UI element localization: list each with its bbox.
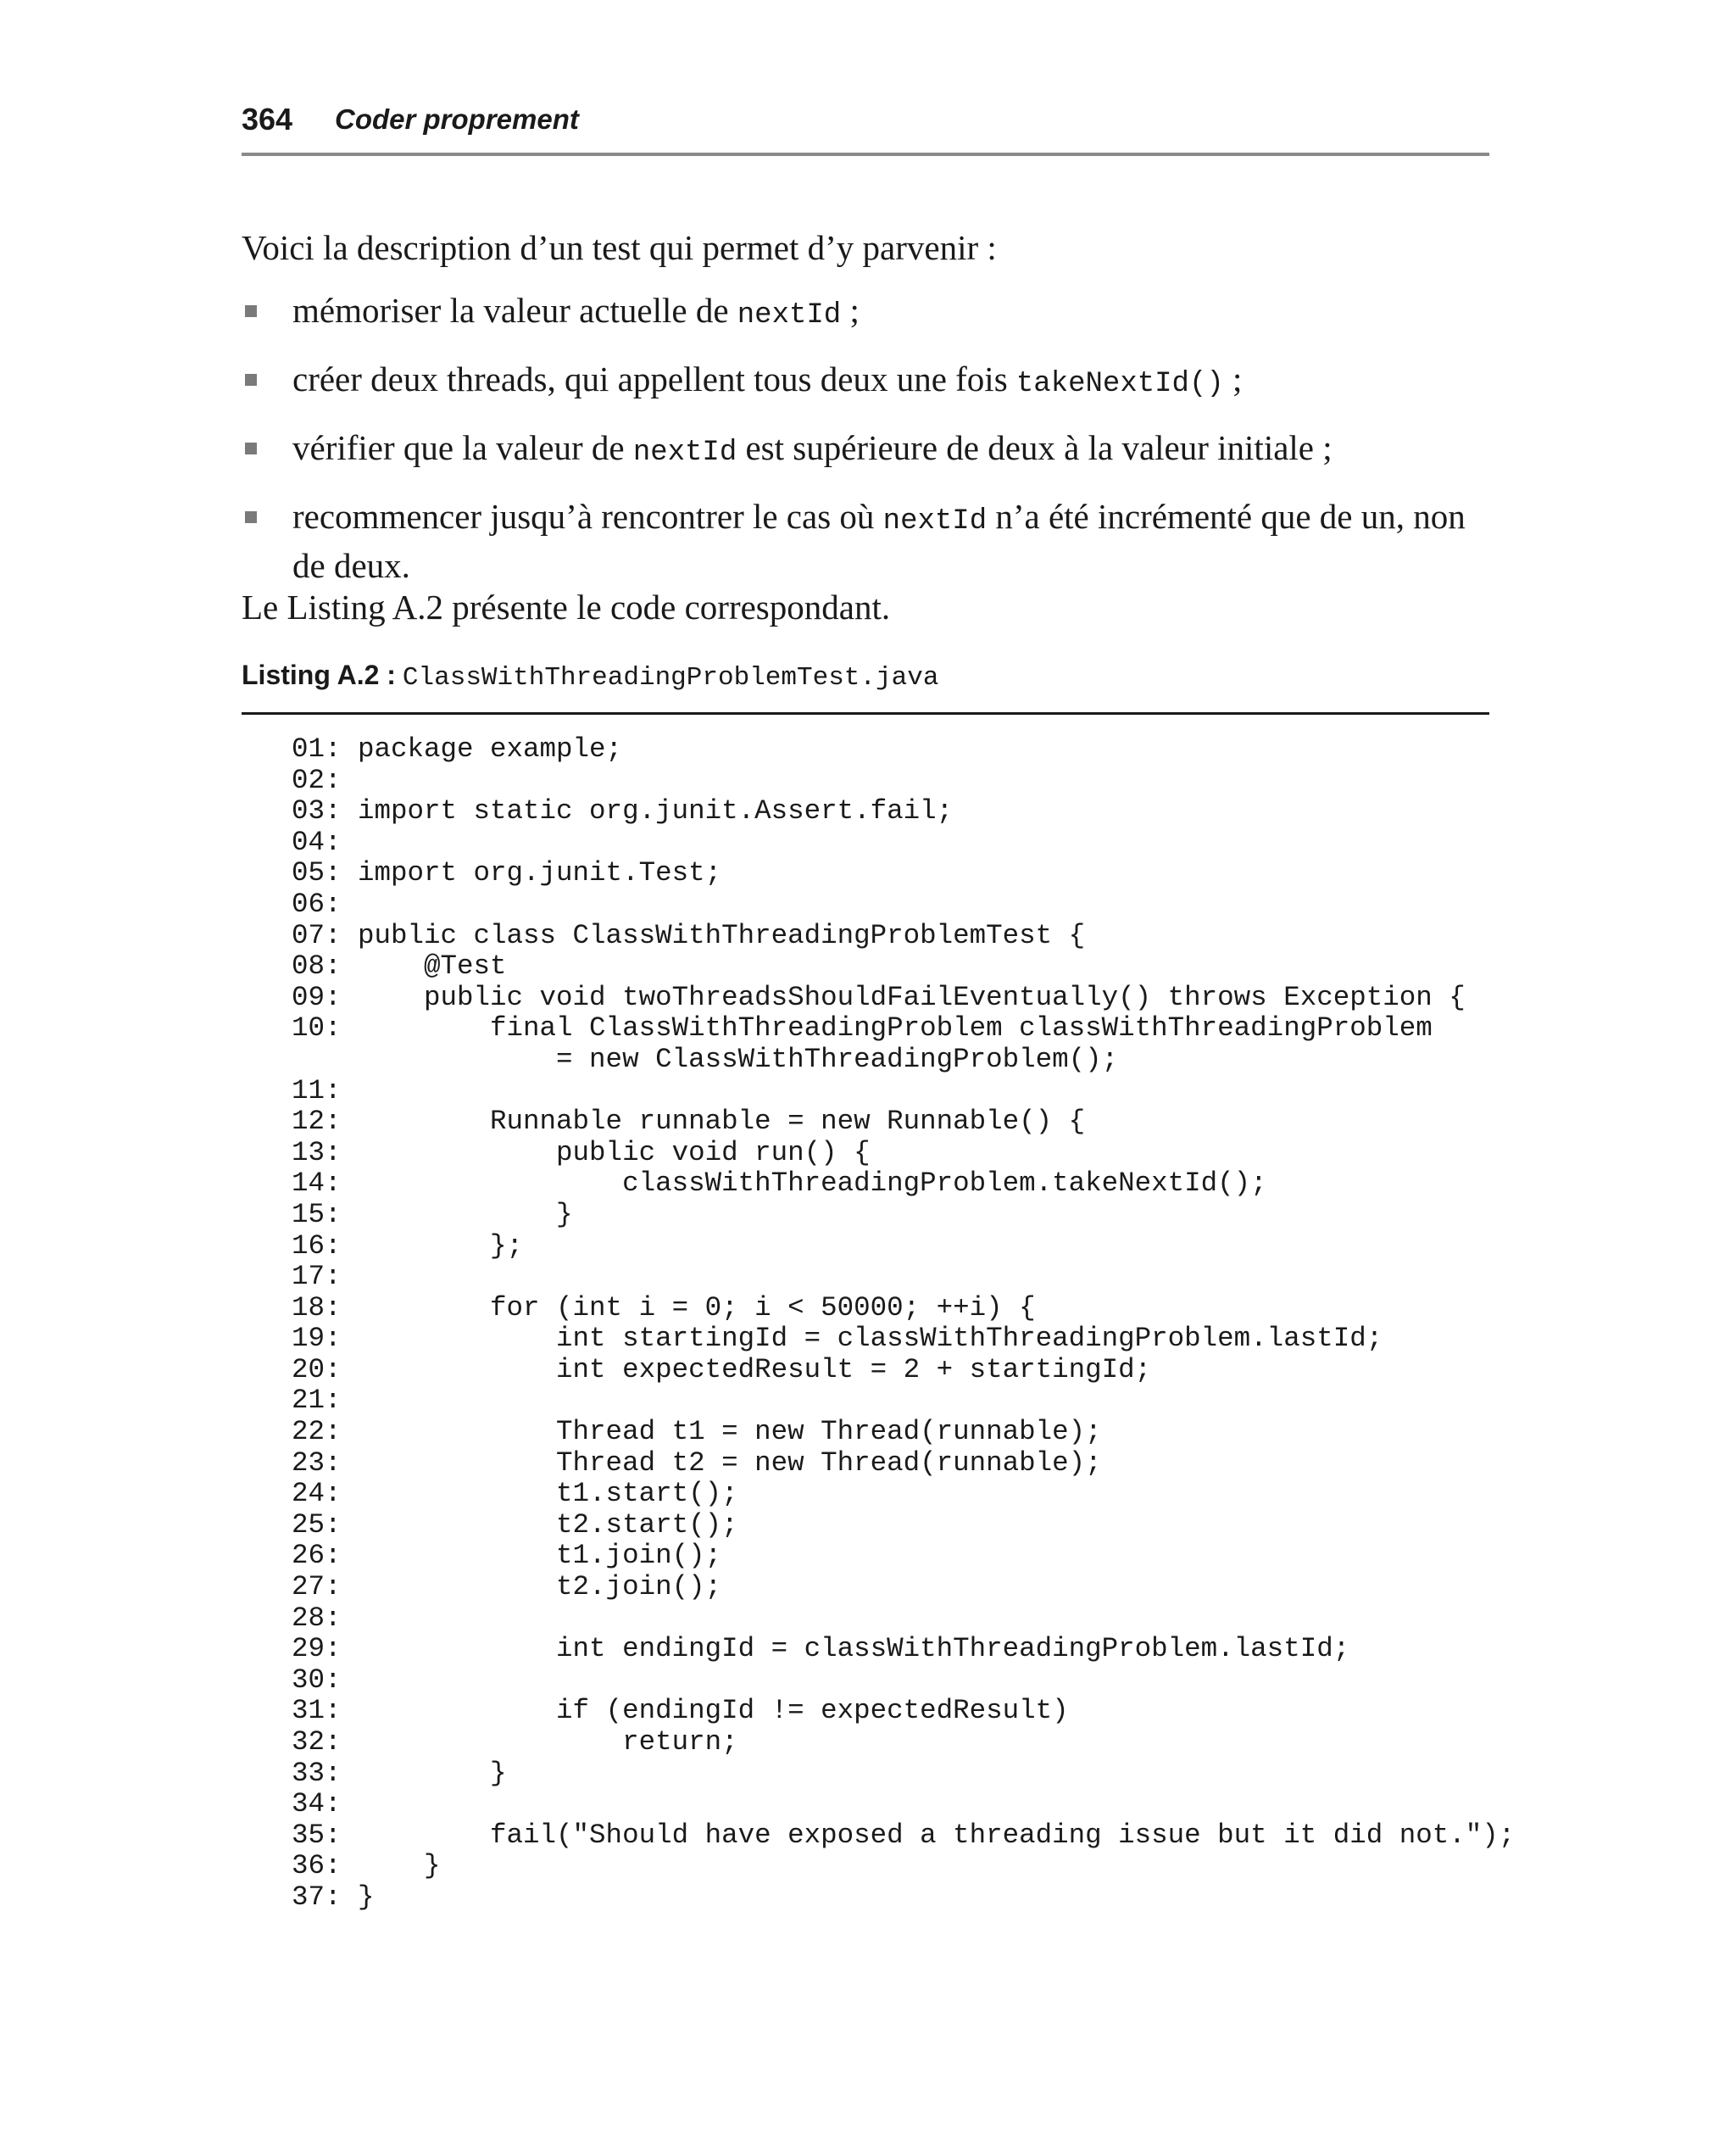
running-header — [242, 100, 1489, 156]
list-item — [242, 288, 1492, 337]
code-line: 26: t1.join(); — [292, 1540, 722, 1572]
code-line: 18: for (int i = 0; i < 50000; ++i) { — [292, 1291, 1036, 1324]
bullet-text: recommencer jusqu’à rencontrer le cas où — [292, 497, 883, 536]
listing-label: Listing A.2 : — [242, 660, 396, 690]
code-line: 04: — [292, 826, 342, 858]
code-line: 28: — [292, 1602, 342, 1634]
code-line: 11: — [292, 1074, 342, 1106]
list-item — [242, 426, 1492, 475]
code-line: 31: if (endingId != expectedResult) — [292, 1695, 1069, 1727]
page-number: 364 — [242, 102, 293, 137]
code-line: 12: Runnable runnable = new Runnable() { — [292, 1106, 1086, 1138]
code-line: 37: } — [292, 1881, 375, 1913]
code-line: 16: }; — [292, 1229, 524, 1262]
intro-paragraph: Voici la description d’un test qui permet d’y parvenir : — [242, 228, 997, 267]
listing-intro-paragraph: Le Listing A.2 présente le code correspondant. — [242, 588, 891, 627]
listing-caption — [242, 660, 1489, 715]
list-item — [242, 357, 1492, 406]
square-bullet-icon — [245, 305, 257, 317]
bullet-text: est supérieure de deux à la valeur initiale ; — [737, 428, 1333, 467]
code-line: 14: classWithThreadingProblem.takeNextId(); — [292, 1168, 1267, 1200]
code-line: 10: final ClassWithThreadingProblem classWithThreadingProblem — [292, 1012, 1433, 1045]
code-line: = new ClassWithThreadingProblem(); — [292, 1043, 1119, 1075]
bullet-text: ; — [1223, 359, 1243, 398]
code-line: 33: } — [292, 1757, 507, 1789]
code-line: 25: t2.start(); — [292, 1508, 738, 1541]
code-line: 27: t2.join(); — [292, 1571, 722, 1603]
bullet-text: ; — [841, 291, 860, 330]
code-line: 29: int endingId = classWithThreadingProblem.lastId; — [292, 1633, 1350, 1665]
code-line: 24: t1.start(); — [292, 1478, 738, 1510]
bullet-text: mémoriser la valeur actuelle de — [292, 291, 737, 330]
code-line: 07: public class ClassWithThreadingProblemTest { — [292, 919, 1086, 951]
code-line: 23: Thread t2 = new Thread(runnable); — [292, 1446, 1102, 1479]
code-line: 34: — [292, 1788, 342, 1820]
inline-code: takeNextId() — [1015, 368, 1224, 400]
code-line: 17: — [292, 1261, 342, 1293]
code-listing — [292, 734, 1515, 1914]
inline-code: nextId — [882, 505, 988, 538]
code-line: 22: Thread t1 = new Thread(runnable); — [292, 1416, 1102, 1448]
bullet-text: créer deux threads, qui appellent tous deux une fois — [292, 359, 1016, 398]
code-line: 13: public void run() { — [292, 1136, 871, 1168]
running-title: Coder proprement — [335, 103, 579, 135]
code-line: 06: — [292, 888, 342, 920]
code-line: 21: — [292, 1385, 342, 1417]
bullet-list — [242, 288, 1492, 607]
code-line: 01: package example; — [292, 733, 623, 765]
code-line: 15: } — [292, 1198, 573, 1230]
inline-code: nextId — [737, 299, 842, 332]
square-bullet-icon — [245, 511, 257, 523]
square-bullet-icon — [245, 443, 257, 454]
code-line: 36: } — [292, 1850, 441, 1882]
bullet-text: vérifier que la valeur de — [292, 428, 633, 467]
square-bullet-icon — [245, 374, 257, 386]
code-line: 08: @Test — [292, 950, 507, 983]
list-item — [242, 494, 1492, 588]
code-line: 19: int startingId = classWithThreadingProblem.lastId; — [292, 1323, 1383, 1355]
listing-filename: ClassWithThreadingProblemTest.java — [402, 663, 939, 693]
code-line: 32: return; — [292, 1726, 738, 1758]
code-line: 03: import static org.junit.Assert.fail; — [292, 795, 954, 828]
code-line: 05: import org.junit.Test; — [292, 857, 722, 889]
code-line: 20: int expectedResult = 2 + startingId; — [292, 1353, 1152, 1385]
code-line: 30: — [292, 1664, 342, 1696]
code-line: 35: fail("Should have exposed a threading issue but it did not."); — [292, 1819, 1516, 1851]
code-line: 09: public void twoThreadsShouldFailEventually() throws Exception { — [292, 981, 1466, 1013]
bullet-text: n’a été incrémenté que de un, non de deux. — [292, 497, 1466, 585]
code-line: 02: — [292, 764, 342, 796]
inline-code: nextId — [632, 437, 737, 469]
